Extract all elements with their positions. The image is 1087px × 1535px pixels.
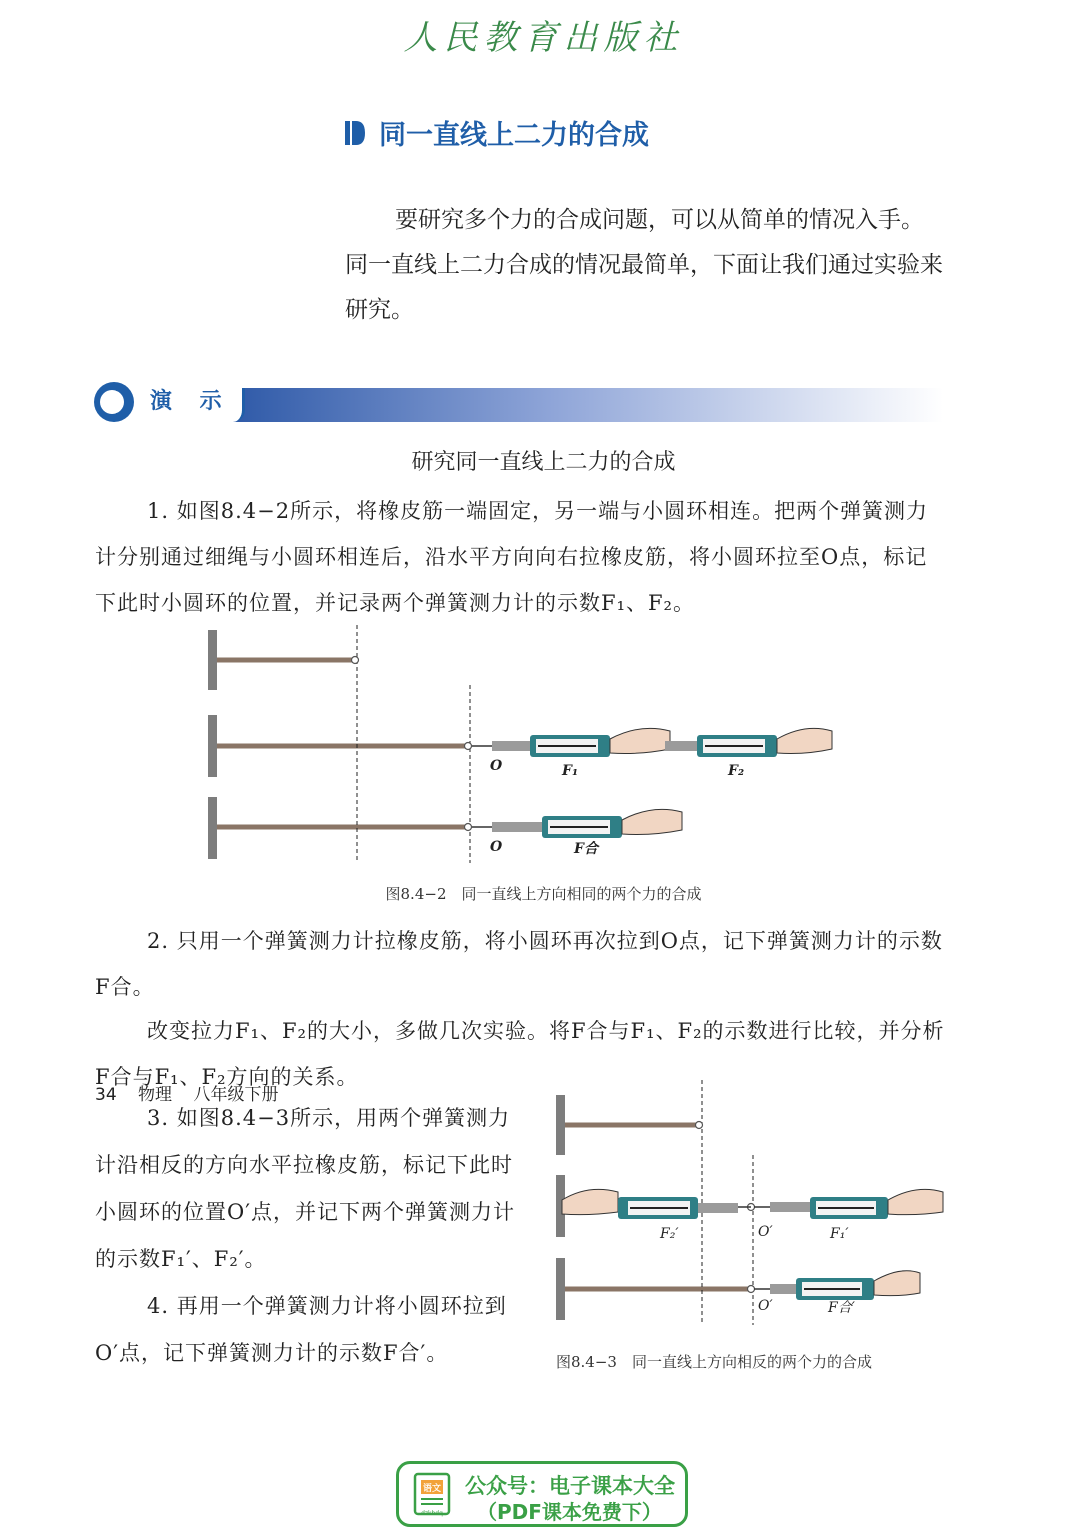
fig3-label-fhe: F合′ <box>828 1300 855 1316</box>
fig3-label-f1: F₁′ <box>830 1226 849 1242</box>
publisher-logo: 人民教育出版社 <box>403 18 684 58</box>
step-1-text: 1. 如图8.4−2所示，将橡皮筋一端固定，另一端与小圆环相连。把两个弹簧测力计分别通过细绳与小圆环相连后，沿水平方向向右拉橡皮筋，将小圆环拉至O点，标记下此时小圆环的位置，并记录两个弹簧测力计的示数F₁、F₂。 <box>95 499 929 615</box>
fig2-caption: 图8.4−2 同一直线上方向相同的两个力的合成 <box>385 885 702 903</box>
intro-paragraph <box>345 198 945 333</box>
svg-text:dzkbdq: dzkbdq <box>421 1510 443 1517</box>
fig3-label-o-row2: O′ <box>758 1224 773 1240</box>
book-icon <box>413 1472 453 1518</box>
figure-8-4-2 <box>200 625 850 870</box>
demo-banner <box>88 380 943 424</box>
svg-text:语文: 语文 <box>422 1484 442 1494</box>
spring-scale-f2-prime <box>562 1189 751 1219</box>
spring-scale-f2 <box>665 728 832 757</box>
spring-scale-fhe <box>472 809 682 838</box>
footer-subject: 物理 <box>138 1085 173 1105</box>
intro-text: 要研究多个力的合成问题，可以从简单的情况入手。同一直线上二力合成的情况最简单，下面让我们通过实验来研究。 <box>345 207 943 323</box>
spring-scale-f1 <box>472 728 670 757</box>
fig3-label-o-row3: O′ <box>758 1298 773 1314</box>
ring-1 <box>352 657 359 664</box>
page-number: 34 <box>95 1085 117 1105</box>
page-footer <box>95 1080 294 1105</box>
section-marker-icon <box>345 121 365 145</box>
ring-2 <box>465 743 472 750</box>
wall-a <box>556 1095 565 1155</box>
badge-line-1: 公众号：电子课本大全 <box>465 1474 675 1498</box>
fig2-label-o-row2: O <box>490 758 503 774</box>
spring-scale-f1-prime <box>754 1189 943 1219</box>
step-4-text: 4. 再用一个弹簧测力计将小圆环拉到O′点，记下弹簧测力计的示数F合′。 <box>95 1294 507 1365</box>
demo-icon <box>88 380 144 424</box>
badge-line-2: （PDF课本免费下） <box>477 1500 662 1524</box>
demo-label: 演 示 <box>150 389 232 414</box>
fig3-caption: 图8.4−3 同一直线上方向相反的两个力的合成 <box>556 1353 872 1371</box>
fig2-label-fhe: F合 <box>574 841 598 857</box>
watermark-badge <box>396 1461 688 1527</box>
fig2-label-o-row3: O <box>490 839 503 855</box>
section-heading <box>345 113 649 152</box>
steps-3-4 <box>95 1095 525 1377</box>
wall-3 <box>208 797 217 859</box>
fig2-label-f2: F₂ <box>728 763 745 779</box>
step-2-text: 2. 只用一个弹簧测力计拉橡皮筋，将小圆环再次拉到O点，记下弹簧测力计的示数F合。 <box>95 929 943 999</box>
step-3-text: 3. 如图8.4−3所示，用两个弹簧测力计沿相反的方向水平拉橡皮筋，标记下此时小圆环的位置O′点，并记下两个弹簧测力计的示数F₁′、F₂′。 <box>95 1106 515 1271</box>
wall-c <box>556 1258 565 1320</box>
section-title: 同一直线上二力的合成 <box>379 120 649 151</box>
step-1 <box>95 488 945 626</box>
step-2 <box>95 918 945 1010</box>
figure-8-4-3 <box>548 1080 948 1328</box>
spring-scale-fhe-prime <box>754 1271 920 1300</box>
wall-2 <box>208 715 217 777</box>
demo-banner-gradient <box>233 388 943 422</box>
fig3-label-f2: F₂′ <box>660 1226 679 1242</box>
step-2b-text: 改变拉力F₁、F₂的大小，多做几次实验。将F合与F₁、F₂的示数进行比较，并分析F合与F₁、F₂方向的关系。 <box>95 1019 945 1089</box>
footer-grade: 八年级下册 <box>193 1085 279 1105</box>
wall-1 <box>208 630 217 690</box>
fig2-label-f1: F₁ <box>562 763 579 779</box>
demo-title: 研究同一直线上二力的合成 <box>411 450 676 475</box>
ring-3 <box>465 824 472 831</box>
